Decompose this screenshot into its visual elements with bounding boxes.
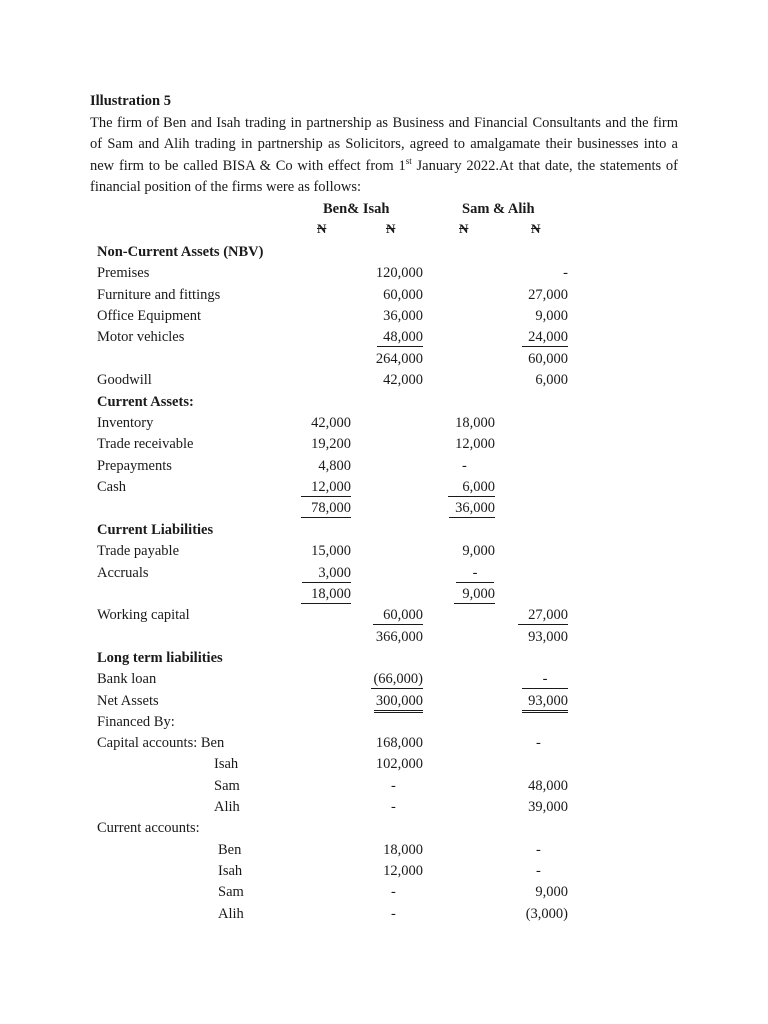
ca-total-c3: 36,000: [449, 499, 495, 518]
cur-ben-label: Ben: [218, 842, 242, 858]
loan-c4: -: [522, 670, 568, 689]
cap-ben-c2: 168,000: [375, 735, 423, 751]
goodwill-c4: 6,000: [535, 372, 568, 388]
intro-paragraph: The firm of Ben and Isah trading in partnership as Business and Financial Consultants and the firm of Sam and Alih trading in partnership as Solicitors, agreed to amalgamate their businesses into a new firm to be called BISA & Co with effect from 1st January 2022.At that date, the statements of financial position of the firms were as follows:: [90, 115, 678, 195]
receivable-c3: 12,000: [455, 436, 495, 452]
loan-c2: (66,000): [373, 671, 423, 687]
capital-accounts-label: Capital accounts: Ben: [97, 735, 225, 751]
wc-label: Working capital: [97, 607, 190, 623]
nca-heading: Non-Current Assets (NBV): [97, 244, 264, 260]
inventory-label: Inventory: [97, 415, 154, 431]
cap-sam-c4: 48,000: [528, 778, 568, 794]
cur-isah-c2: 12,000: [383, 863, 423, 879]
cur-sam-c2: -: [391, 884, 396, 900]
cap-alih-c2: -: [391, 799, 396, 815]
cl-total-c3: 9,000: [454, 585, 495, 604]
cur-isah-c4: -: [536, 863, 541, 879]
cash-c3: 6,000: [448, 478, 495, 497]
cur-alih-c4: (3,000): [525, 906, 568, 922]
cap-isah-c2: 102,000: [375, 756, 423, 772]
wc-total-c2: 366,000: [375, 629, 423, 645]
cur-sam-label: Sam: [218, 884, 244, 900]
net-c4: 93,000: [522, 692, 568, 713]
wc-c4: 27,000: [518, 606, 568, 625]
prepayments-label: Prepayments: [97, 458, 172, 474]
payable-c1: 15,000: [311, 543, 351, 559]
furniture-c4: 27,000: [528, 287, 568, 303]
cap-isah-label: Isah: [214, 756, 239, 772]
cap-alih-c4: 39,000: [528, 799, 568, 815]
net-c2: 300,000: [374, 692, 423, 713]
ltl-heading: Long term liabilities: [97, 650, 223, 666]
cur-ben-c4: -: [536, 842, 541, 858]
cur-alih-c2: -: [391, 906, 396, 922]
cash-label: Cash: [97, 479, 126, 495]
goodwill-label: Goodwill: [97, 372, 152, 388]
cap-ben-c4: -: [536, 735, 541, 751]
accruals-c3: -: [456, 564, 494, 583]
wc-c2: 60,000: [373, 606, 423, 625]
receivable-label: Trade receivable: [97, 436, 194, 452]
naira-header-c2: N: [386, 221, 396, 236]
prepayments-c1: 4,800: [318, 458, 351, 474]
naira-header-c1: N: [317, 221, 327, 236]
cash-c1: 12,000: [301, 478, 351, 497]
nca-total-c2: 264,000: [375, 351, 423, 367]
premises-c4: -: [563, 265, 568, 281]
illustration-title: Illustration 5: [90, 93, 171, 109]
current-accounts-label: Current accounts:: [97, 820, 200, 836]
cap-sam-label: Sam: [214, 778, 240, 794]
financed-label: Financed By:: [97, 714, 175, 730]
accruals-c1: 3,000: [302, 564, 351, 583]
cl-total-c1: 18,000: [301, 585, 351, 604]
receivable-c1: 19,200: [311, 436, 351, 452]
naira-header-c3: N: [459, 221, 469, 236]
office-c2: 36,000: [383, 308, 423, 324]
ca-heading: Current Assets:: [97, 394, 194, 410]
ca-total-c1: 78,000: [301, 499, 351, 518]
cur-ben-c2: 18,000: [383, 842, 423, 858]
inventory-c1: 42,000: [311, 415, 351, 431]
furniture-c2: 60,000: [383, 287, 423, 303]
motor-label: Motor vehicles: [97, 329, 185, 345]
net-label: Net Assets: [97, 693, 159, 709]
cap-alih-label: Alih: [214, 799, 240, 815]
loan-label: Bank loan: [97, 671, 157, 687]
cur-isah-label: Isah: [218, 863, 243, 879]
cl-heading: Current Liabilities: [97, 522, 214, 538]
firm2-header: Sam & Alih: [462, 201, 535, 217]
office-label: Office Equipment: [97, 308, 202, 324]
payable-c3: 9,000: [462, 543, 495, 559]
nca-total-c4: 60,000: [528, 351, 568, 367]
motor-c4: 24,000: [522, 328, 568, 347]
cur-alih-label: Alih: [218, 906, 244, 922]
prepayments-c3: -: [462, 458, 467, 474]
goodwill-c2: 42,000: [383, 372, 423, 388]
cap-sam-c2: -: [391, 778, 396, 794]
naira-header-c4: N: [531, 221, 541, 236]
wc-total-c4: 93,000: [528, 629, 568, 645]
inventory-c3: 18,000: [455, 415, 495, 431]
premises-label: Premises: [97, 265, 150, 281]
premises-c2: 120,000: [375, 265, 423, 281]
motor-c2: 48,000: [377, 328, 423, 347]
cur-sam-c4: 9,000: [535, 884, 568, 900]
firm1-header: Ben& Isah: [323, 201, 390, 217]
office-c4: 9,000: [535, 308, 568, 324]
furniture-label: Furniture and fittings: [97, 287, 221, 303]
payable-label: Trade payable: [97, 543, 180, 559]
accruals-label: Accruals: [97, 565, 149, 581]
